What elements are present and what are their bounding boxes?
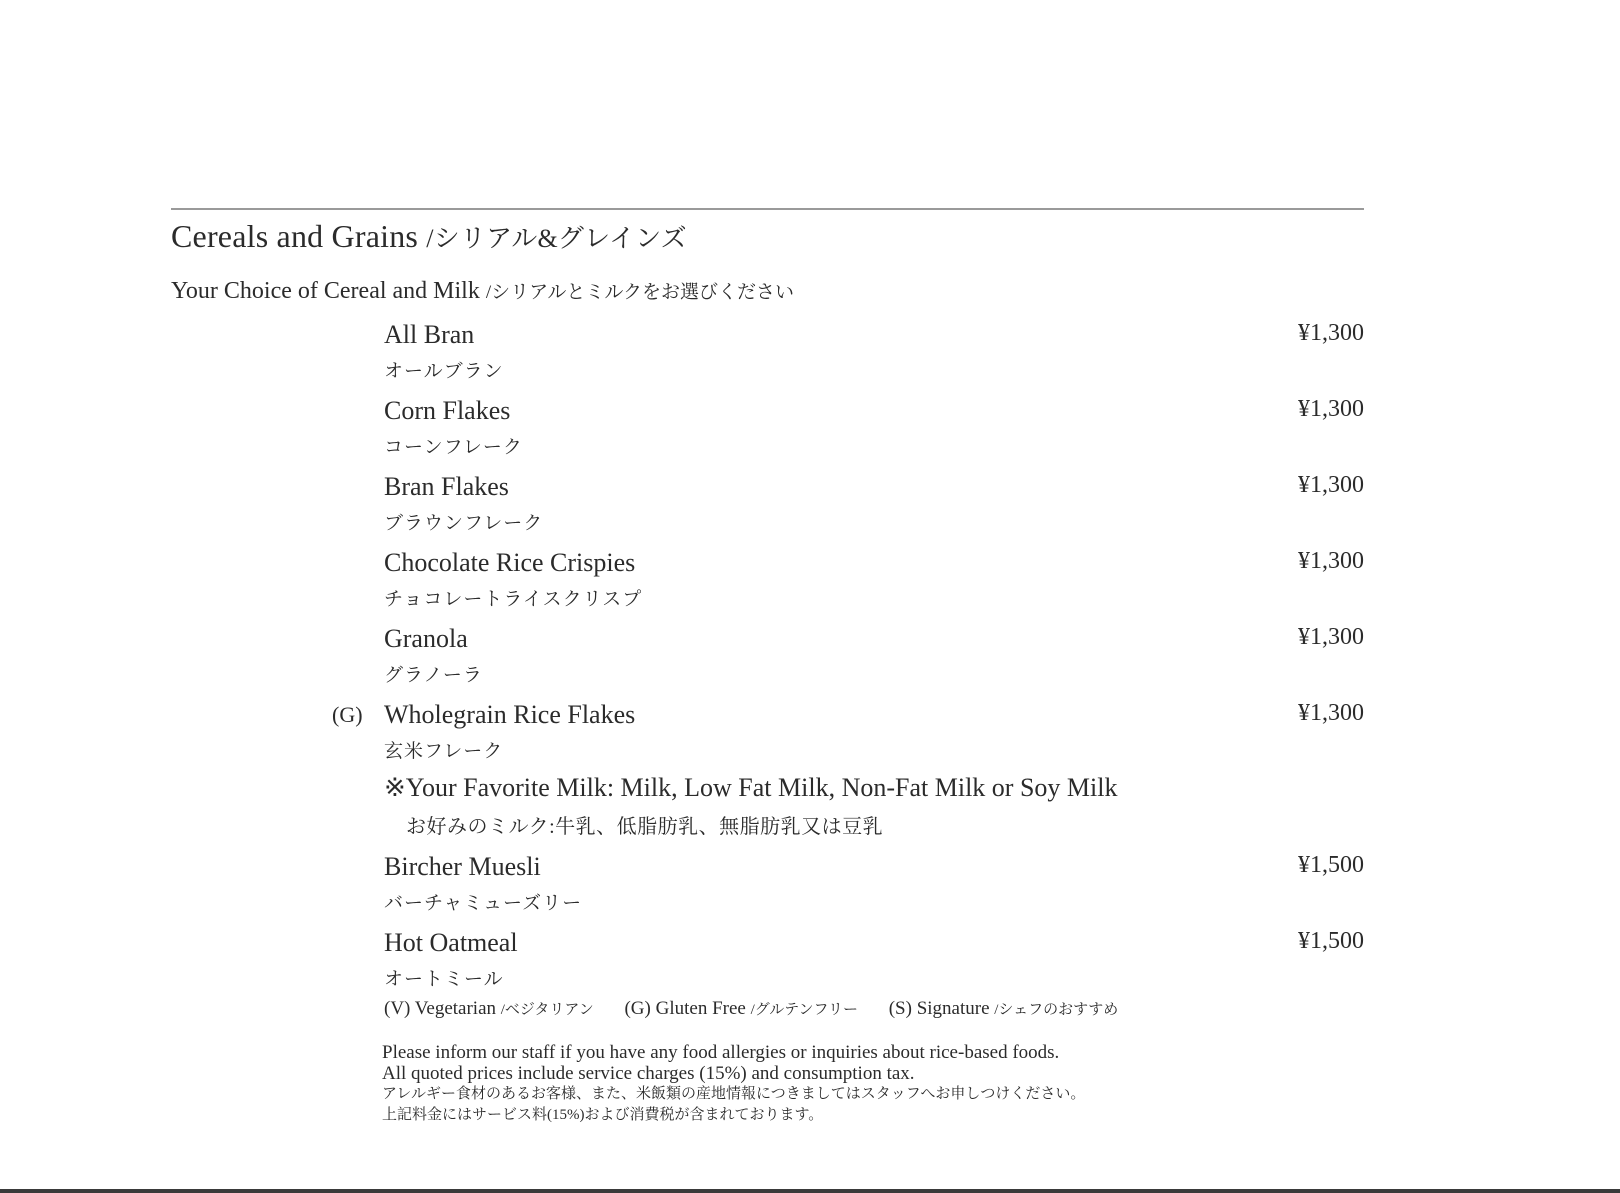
- item-name-jp: 玄米フレーク: [384, 741, 504, 762]
- subtitle-en: Your Choice of Cereal and Milk: [171, 278, 480, 304]
- menu-item-granola: [0, 624, 1620, 696]
- item-name: Chocolate Rice Crispies: [384, 548, 636, 577]
- item-name-jp: バーチャミューズリー: [384, 893, 583, 914]
- subtitle-jp: /シリアルとミルクをお選びください: [485, 282, 794, 303]
- item-name: Bran Flakes: [384, 472, 509, 501]
- legend-signature-en: (S) Signature: [888, 998, 990, 1019]
- legend-vegetarian-jp: /ベジタリアン: [500, 1002, 594, 1018]
- item-name-jp: コーンフレーク: [384, 437, 523, 458]
- allergy-note-jp: アレルギー食材のあるお客様、また、米飯類の産地情報につきましてはスタッフへお申しつけください。: [382, 1086, 1086, 1102]
- bottom-border: [0, 1189, 1620, 1193]
- legend-gluten-free-jp: /グルテンフリー: [750, 1002, 858, 1018]
- price-note-jp: 上記料金にはサービス料(15%)および消費税が含まれております。: [382, 1107, 824, 1123]
- section-subtitle: [171, 277, 794, 305]
- item-price: ¥1,300: [1298, 320, 1364, 346]
- price-note: All quoted prices include service charges (15%) and consumption tax.: [382, 1063, 915, 1084]
- item-price: ¥1,300: [1298, 396, 1364, 422]
- milk-options-note: ※Your Favorite Milk: Milk, Low Fat Milk, Non-Fat Milk or Soy Milk: [384, 773, 1118, 802]
- legend-gluten-free: [624, 998, 857, 1019]
- gluten-free-tag: (G): [332, 702, 363, 727]
- item-price: ¥1,300: [1298, 472, 1364, 498]
- section-title-jp: /シリアル&グレインズ: [426, 224, 687, 253]
- item-name: Corn Flakes: [384, 396, 511, 425]
- dietary-legend: [384, 998, 1144, 1020]
- menu-item-corn-flakes: [0, 396, 1620, 468]
- item-name-jp: オートミール: [384, 969, 504, 990]
- section-title: [171, 218, 687, 255]
- item-name-jp: オールブラン: [384, 361, 504, 382]
- top-divider: [171, 208, 1364, 210]
- item-name: Bircher Muesli: [384, 852, 541, 881]
- menu-item-bircher-muesli: [0, 852, 1620, 924]
- menu-item-bran-flakes: [0, 472, 1620, 544]
- legend-signature-jp: /シェフのおすすめ: [994, 1002, 1119, 1018]
- item-price: ¥1,300: [1298, 700, 1364, 726]
- menu-item-hot-oatmeal: [0, 928, 1620, 1000]
- item-name: Wholegrain Rice Flakes: [384, 700, 636, 729]
- item-name: Hot Oatmeal: [384, 928, 518, 957]
- item-price: ¥1,500: [1298, 852, 1364, 878]
- legend-vegetarian: [384, 998, 594, 1019]
- item-price: ¥1,500: [1298, 928, 1364, 954]
- menu-item-wholegrain-rice-flakes: [0, 700, 1620, 772]
- item-price: ¥1,300: [1298, 548, 1364, 574]
- item-name-jp: グラノーラ: [384, 665, 483, 686]
- milk-options-note-jp: お好みのミルク:牛乳、低脂肪乳、無脂肪乳又は豆乳: [406, 816, 884, 838]
- item-name: Granola: [384, 624, 468, 653]
- item-name-jp: チョコレートライスクリスプ: [384, 589, 643, 610]
- item-name-jp: ブラウンフレーク: [384, 513, 544, 534]
- footnotes: [382, 1042, 1085, 1126]
- legend-vegetarian-en: (V) Vegetarian: [384, 998, 497, 1019]
- allergy-note: Please inform our staff if you have any food allergies or inquiries about rice-based foods.: [382, 1042, 1060, 1063]
- item-price: ¥1,300: [1298, 624, 1364, 650]
- legend-signature: [889, 998, 1119, 1019]
- section-title-en: Cereals and Grains: [171, 218, 419, 254]
- menu-item-all-bran: [0, 320, 1620, 392]
- legend-gluten-free-en: (G) Gluten Free: [624, 998, 746, 1019]
- menu-item-chocolate-rice-crispies: [0, 548, 1620, 620]
- item-name: All Bran: [384, 320, 475, 349]
